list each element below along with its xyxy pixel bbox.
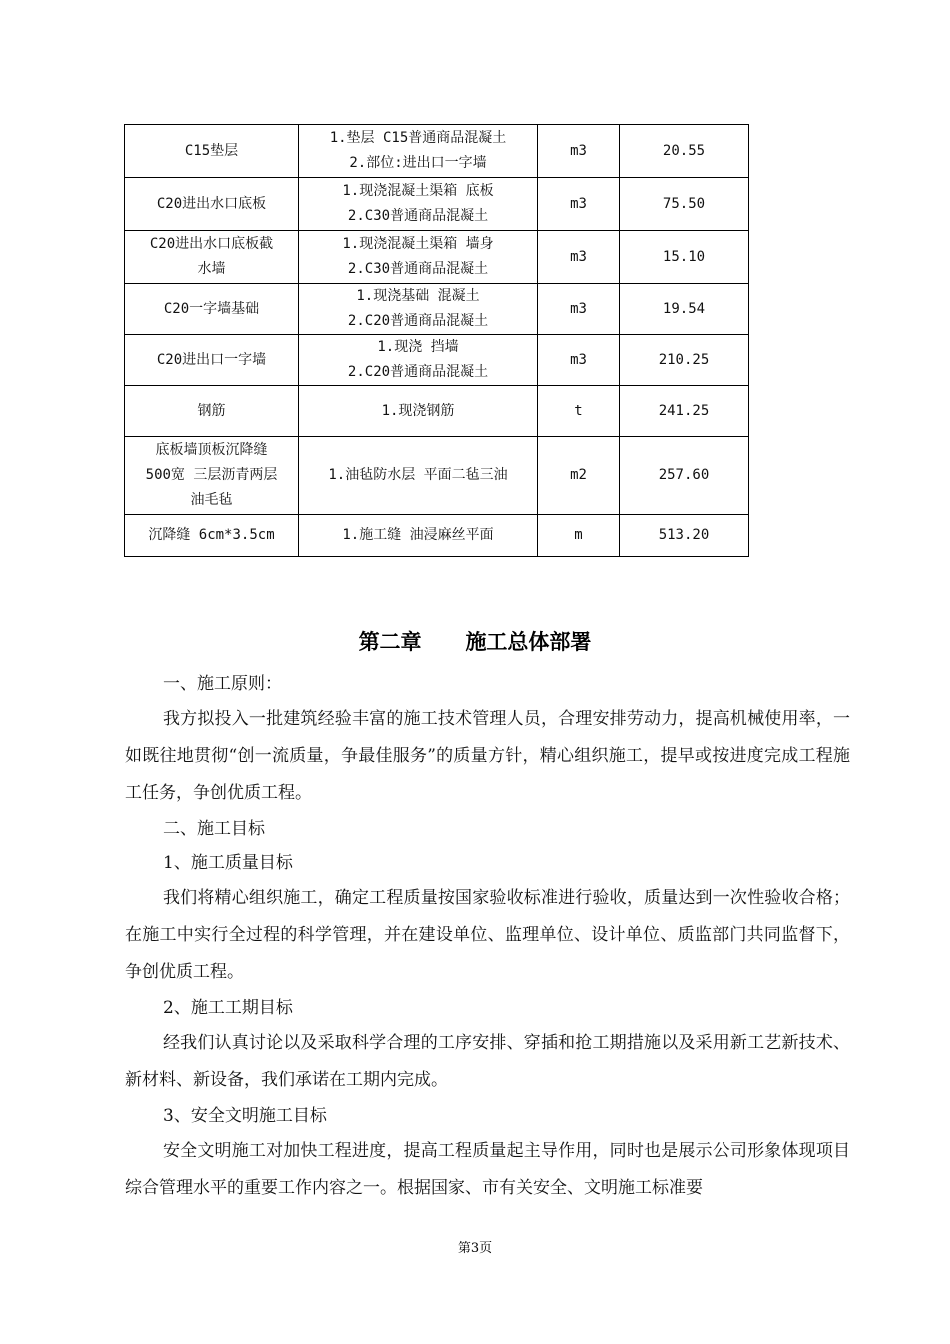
table-row	[125, 515, 749, 557]
unit-cell: m2	[538, 437, 620, 515]
item-description-line: 2.C30普通商品混凝土	[347, 208, 489, 224]
quantity-cell: 75.50	[620, 178, 749, 231]
quantity-cell: 513.20	[620, 515, 749, 557]
item-description-line: 2.部位:进出口一字墙	[349, 155, 487, 171]
item-description-line: 1.垫层 C15普通商品混凝土	[329, 130, 507, 146]
item-description-line: 1.现浇钢筋	[381, 402, 455, 419]
item-description-line: 2.C20普通商品混凝土	[347, 313, 489, 329]
table-row	[125, 284, 749, 335]
item-name-cell	[125, 515, 299, 557]
table-row	[125, 231, 749, 284]
unit-cell: m3	[538, 284, 620, 335]
item-name-line: C20进出水口底板截	[149, 236, 274, 252]
quantity-table-body	[125, 125, 749, 557]
unit-cell: m3	[538, 335, 620, 386]
chapter-body	[125, 667, 850, 1207]
item-name-cell	[125, 284, 299, 335]
item-description-line: 1.现浇混凝土渠箱 底板	[342, 183, 494, 199]
unit-cell: m3	[538, 178, 620, 231]
item-name-line: 水墙	[197, 261, 226, 277]
unit-cell: m3	[538, 231, 620, 284]
item-name-cell	[125, 386, 299, 437]
paragraph-principles: 我方拟投入一批建筑经验丰富的施工技术管理人员，合理安排劳动力，提高机械使用率，一如既往地贯彻“创一流质量，争最佳服务”的质量方针，精心组织施工，提早或按进度完成工程施工任务，争创优质工程。	[125, 709, 850, 803]
item-description-line: 2.C20普通商品混凝土	[347, 364, 489, 380]
item-description-cell	[299, 231, 538, 284]
quantity-cell: 19.54	[620, 284, 749, 335]
item-name-line: C20一字墙基础	[163, 300, 260, 317]
item-name-cell	[125, 335, 299, 386]
subsection-heading-safety: 3、安全文明施工目标	[163, 1106, 327, 1126]
item-description-cell	[299, 335, 538, 386]
item-description-cell	[299, 437, 538, 515]
quantity-cell: 20.55	[620, 125, 749, 178]
chapter-title: 施工总体部署	[465, 629, 592, 654]
item-description-line: 2.C30普通商品混凝土	[347, 261, 489, 277]
chapter-number: 第二章	[358, 629, 422, 654]
table-row	[125, 437, 749, 515]
paragraph-safety: 安全文明施工对加快工程进度，提高工程质量起主导作用，同时也是展示公司形象体现项目综合管理水平的重要工作内容之一。根据国家、市有关安全、文明施工标准要	[125, 1141, 850, 1198]
quantity-cell: 15.10	[620, 231, 749, 284]
item-description-cell	[299, 386, 538, 437]
table-row	[125, 386, 749, 437]
item-description-line: 1.现浇 挡墙	[377, 339, 459, 355]
item-name-line: C20进出水口底板	[156, 195, 267, 212]
item-description-line: 1.现浇混凝土渠箱 墙身	[342, 236, 494, 252]
quantity-cell: 257.60	[620, 437, 749, 515]
section-heading-principles: 一、施工原则：	[163, 674, 282, 694]
item-description-cell	[299, 284, 538, 335]
item-name-line: C15垫层	[184, 142, 239, 159]
item-name-cell	[125, 437, 299, 515]
unit-cell: m	[538, 515, 620, 557]
table-row	[125, 178, 749, 231]
item-description-line: 1.现浇基础 混凝土	[356, 288, 480, 304]
paragraph-schedule: 经我们认真讨论以及采取科学合理的工序安排、穿插和抢工期措施以及采用新工艺新技术、新材料、新设备，我们承诺在工期内完成。	[125, 1033, 850, 1090]
subsection-heading-schedule: 2、施工工期目标	[163, 998, 293, 1018]
item-name-line: 沉降缝 6cm*3.5cm	[148, 527, 275, 543]
paragraph-quality: 我们将精心组织施工，确定工程质量按国家验收标准进行验收，质量达到一次性验收合格；在施工中实行全过程的科学管理，并在建设单位、监理单位、设计单位、质监部门共同监督下，争创优质工程。	[125, 888, 850, 982]
page-number: 第3页	[457, 1241, 493, 1256]
quantity-cell: 241.25	[620, 386, 749, 437]
table-row	[125, 335, 749, 386]
chapter-heading	[0, 627, 950, 657]
subsection-heading-quality: 1、施工质量目标	[163, 853, 293, 873]
table-row	[125, 125, 749, 178]
item-name-cell	[125, 125, 299, 178]
item-description-line: 1.施工缝 油浸麻丝平面	[342, 527, 494, 543]
unit-cell: m3	[538, 125, 620, 178]
item-description-line: 1.油毡防水层 平面二毡三油	[328, 467, 508, 483]
item-name-line: 钢筋	[197, 402, 226, 419]
item-description-cell	[299, 178, 538, 231]
unit-cell: t	[538, 386, 620, 437]
item-description-cell	[299, 125, 538, 178]
item-name-cell	[125, 178, 299, 231]
item-name-line: C20进出口一字墙	[156, 351, 267, 368]
item-name-line: 底板墙顶板沉降缝	[155, 442, 268, 458]
item-name-line: 油毛毡	[190, 492, 233, 508]
item-description-cell	[299, 515, 538, 557]
quantity-table	[124, 124, 749, 557]
section-heading-goals: 二、施工目标	[163, 819, 265, 839]
item-name-cell	[125, 231, 299, 284]
quantity-cell: 210.25	[620, 335, 749, 386]
item-name-line: 500宽 三层沥青两层	[145, 467, 278, 483]
